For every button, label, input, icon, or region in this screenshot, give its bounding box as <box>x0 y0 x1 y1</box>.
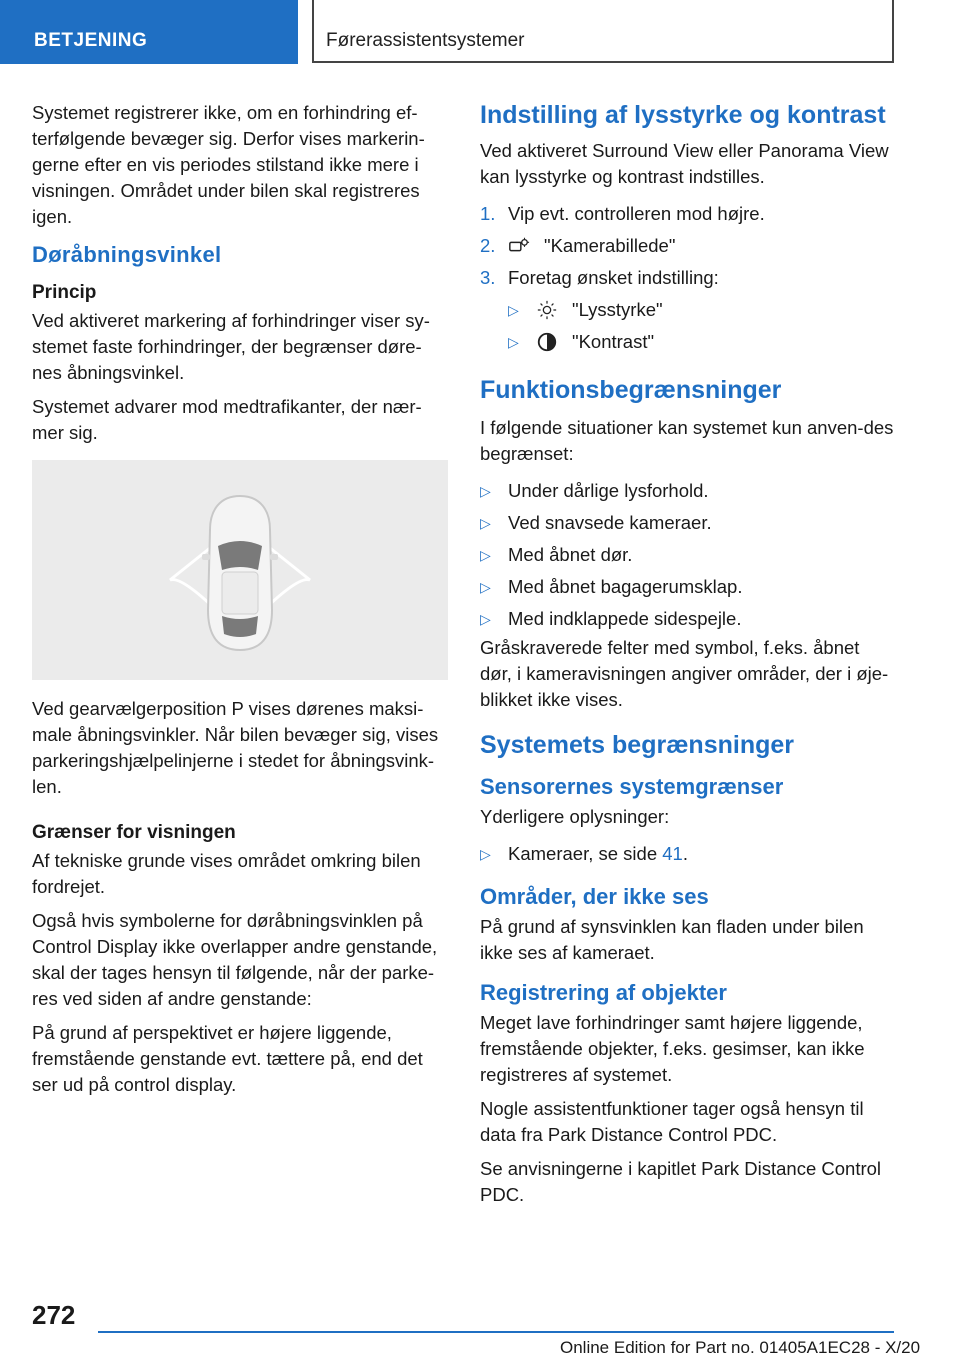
setting-text: "Kontrast" <box>572 331 655 352</box>
hidden-areas-heading: Områder, der ikke ses <box>480 884 709 909</box>
list-item <box>480 475 896 507</box>
list-item-text <box>508 843 688 865</box>
principle-paragraph-2: Systemet advarer mod medtrafikanter, der nær-mer sig. <box>32 396 422 443</box>
bullet-triangle-icon: ▷ <box>480 546 491 563</box>
car-door-angle-illustration <box>32 460 448 680</box>
list-item <box>480 838 896 870</box>
list-item <box>480 603 896 635</box>
object-paragraph-2: Nogle assistentfunktioner tager også hensyn til data fra Park Distance Control PDC. <box>480 1098 864 1145</box>
intro-paragraph: Systemet registrerer ikke, om en forhindring ef-terfølgende bevæger sig. Derfor vises markerin-gerne efter en vis periodes stilstand ikke mere i visningen. Området under bilen skal registreres igen. <box>32 102 425 227</box>
camera-ref-text: Kameraer, se side <box>508 843 663 864</box>
principle-paragraph-1: Ved aktiveret markering af forhindringer viser sy-stemet faste forhindringer, der begrænser døre-nes åbningsvinkel. <box>32 310 430 383</box>
more-info-paragraph: Yderligere oplysninger: <box>480 806 670 827</box>
list-item <box>480 539 896 571</box>
list-item <box>480 507 896 539</box>
step-number: 2. <box>480 235 496 256</box>
bullet-triangle-icon: ▷ <box>480 610 491 627</box>
step-text: Vip evt. controlleren mod højre. <box>508 203 765 224</box>
step-item <box>480 198 896 230</box>
grey-areas-paragraph: Gråskraverede felter med symbol, f.eks. åbnet dør, i kameravisningen angiver områder, der i øje-blikket ikke vises. <box>480 637 889 710</box>
object-paragraph-3: Se anvisningerne i kapitlet Park Distance Control PDC. <box>480 1158 882 1205</box>
bullet-triangle-icon: ▷ <box>480 845 491 862</box>
display-limits-heading: Grænser for visningen <box>32 822 236 843</box>
object-detection-heading: Registrering af objekter <box>480 980 727 1005</box>
setting-text: "Lysstyrke" <box>572 299 663 320</box>
list-item-text: Under dårlige lysforhold. <box>508 480 709 501</box>
bullet-triangle-icon: ▷ <box>480 578 491 595</box>
limits-paragraph-1: Af tekniske grunde vises området omkring bilen fordrejet. <box>32 850 421 897</box>
right-column <box>480 100 896 1216</box>
edition-footer: Online Edition for Part no. 01405A1EC28 - X/20 <box>560 1338 921 1357</box>
step-number: 3. <box>480 267 496 288</box>
bullet-triangle-icon: ▷ <box>480 514 491 531</box>
step-text: Foretag ønsket indstilling: <box>508 267 719 288</box>
camera-settings-icon <box>508 235 530 257</box>
page-number: 272 <box>32 1300 76 1330</box>
contrast-icon <box>536 331 558 353</box>
bullet-triangle-icon: ▷ <box>508 333 519 350</box>
object-paragraph-1: Meget lave forhindringer samt højere liggende, fremstående objekter, f.eks. gesimser, kan ikke registreres af systemet. <box>480 1012 865 1085</box>
gear-paragraph: Ved gearvælgerposition P vises dørenes maksi-male åbningsvinkler. Når bilen bevæger sig, vises parkeringshjælpelinjerne i stedet for åbningsvink-len. <box>32 698 439 797</box>
setting-item-brightness <box>480 294 896 326</box>
hidden-areas-paragraph: På grund af synsvinklen kan fladen under bilen ikke ses af kameraet. <box>480 916 864 963</box>
footer-rule <box>98 1331 894 1333</box>
list-item-text: Med indklappede sidespejle. <box>508 608 742 629</box>
step-item <box>480 262 896 294</box>
sensor-limits-heading: Sensorernes systemgrænser <box>480 774 784 799</box>
function-limits-heading: Funktionsbegrænsninger <box>480 376 782 404</box>
brightness-icon <box>536 299 558 321</box>
step-text: "Kamerabillede" <box>544 235 676 256</box>
list-item-text: Med åbnet bagagerumsklap. <box>508 576 743 597</box>
bullet-triangle-icon: ▷ <box>508 301 519 318</box>
left-column <box>32 100 448 1106</box>
function-limits-paragraph: I følgende situationer kan systemet kun anven-des begrænset: <box>480 417 894 464</box>
principle-heading: Princip <box>32 282 97 303</box>
chapter-title: Førerassistentsystemer <box>326 30 525 51</box>
list-item <box>480 571 896 603</box>
bullet-triangle-icon: ▷ <box>480 482 491 499</box>
section-title: BETJENING <box>34 30 148 51</box>
page-link[interactable]: 41 <box>662 843 683 864</box>
system-limits-heading: Systemets begrænsninger <box>480 731 794 759</box>
step-item <box>480 230 896 262</box>
camera-ref-dot: . <box>682 843 688 864</box>
step-number: 1. <box>480 203 496 224</box>
limits-paragraph-2: Også hvis symbolerne for døråbningsvinklen på Control Display ikke overlapper andre genstande, skal der tages hensyn til følgende, når der parke-res ved siden af andre genstande: <box>32 910 438 1009</box>
limits-paragraph-3: På grund af perspektivet er højere liggende, fremstående genstande evt. tættere på, end det ser ud på control display. <box>32 1022 423 1095</box>
brightness-contrast-heading: Indstilling af lysstyrke og kontrast <box>480 101 886 129</box>
door-angle-heading: Døråbningsvinkel <box>32 242 222 267</box>
list-item-text: Ved snavsede kameraer. <box>508 512 712 533</box>
list-item-text: Med åbnet dør. <box>508 544 633 565</box>
setting-item-contrast <box>480 326 896 358</box>
brightness-paragraph: Ved aktiveret Surround View eller Panorama View kan lysstyrke og kontrast indstilles. <box>480 140 889 187</box>
